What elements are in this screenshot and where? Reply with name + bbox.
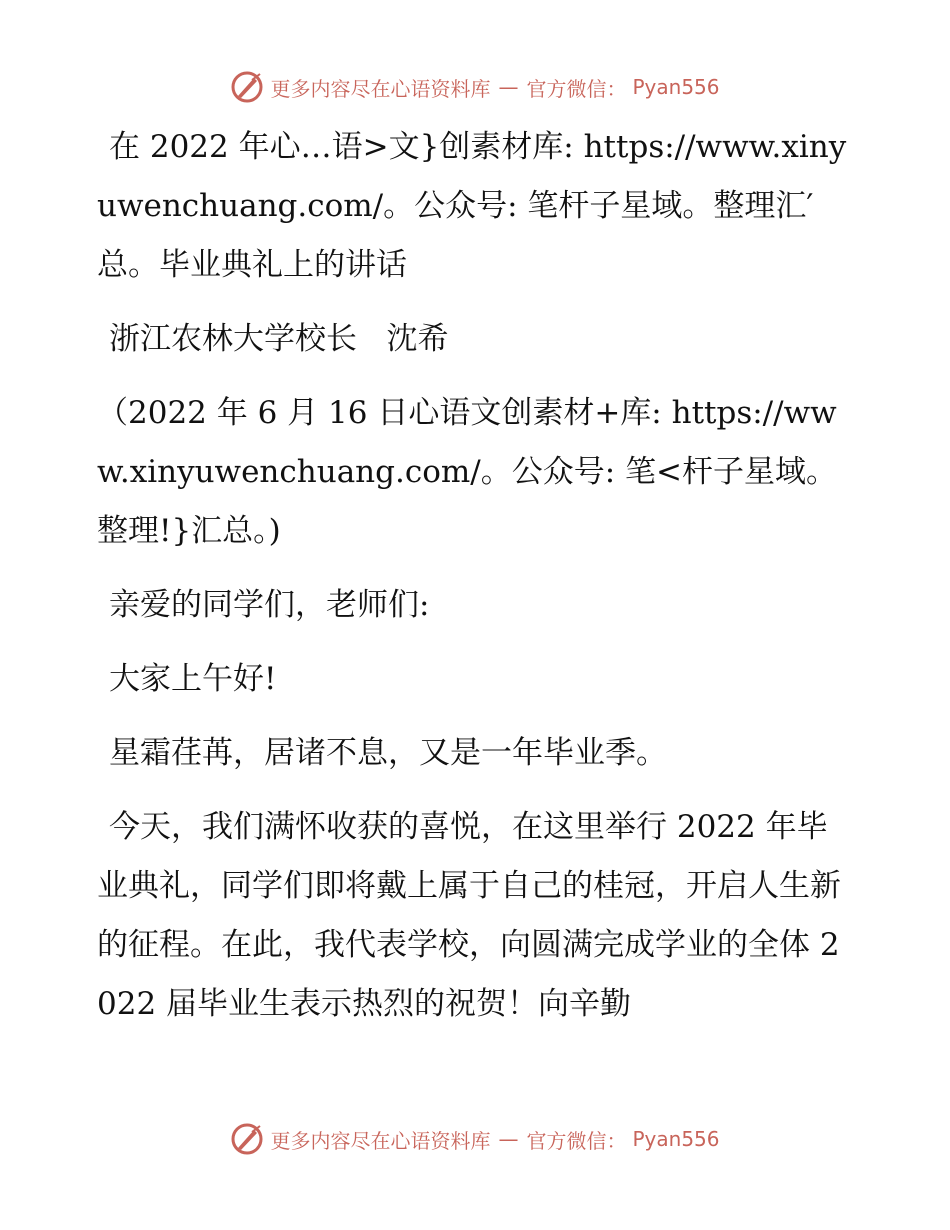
document-body <box>97 118 857 1049</box>
banner-separator: — <box>498 75 519 99</box>
banner-wechat-id: Pyan556 <box>632 1127 720 1151</box>
banner-wechat-id: Pyan556 <box>632 75 720 99</box>
date-source-paragraph: （2022 年 6 月 16 日心语文创素材+库: https://www.xinyuwenchuang.com/。公众号: 笔<杆子星域。整理!}汇总。) <box>97 395 837 549</box>
main-paragraph: 今天，我们满怀收获的喜悦，在这里举行 2022 年毕业典礼，同学们即将戴上属于自己的桂冠，开启人生新的征程。在此，我代表学校，向圆满完成学业的全体 2022 届毕业生表示热烈的祝贺！向辛勤 <box>97 809 841 1022</box>
banner-text: 更多内容尽在心语资料库 <box>270 1128 491 1153</box>
author-line: 浙江农林大学校长 沈希 <box>109 321 449 357</box>
salutation: 亲爱的同学们，老师们: <box>109 587 430 623</box>
banner-text: 更多内容尽在心语资料库 <box>270 76 491 101</box>
banner-wechat-label: 官方微信： <box>526 1128 627 1153</box>
season-paragraph: 星霜荏苒，居诸不息，又是一年毕业季。 <box>109 735 667 771</box>
header-banner <box>0 70 950 104</box>
greeting: 大家上午好! <box>109 661 277 697</box>
banner-wechat-label: 官方微信： <box>526 76 627 101</box>
footer-banner <box>0 1122 950 1156</box>
quill-pen-logo-icon <box>230 70 264 104</box>
quill-pen-logo-icon <box>230 1122 264 1156</box>
intro-title-paragraph: 在 2022 年心…语>文}创素材库: https://www.xinyuwenchuang.com/。公众号: 笔杆子星域。整理汇′总。毕业典礼上的讲话 <box>97 129 847 283</box>
banner-separator: — <box>498 1127 519 1151</box>
